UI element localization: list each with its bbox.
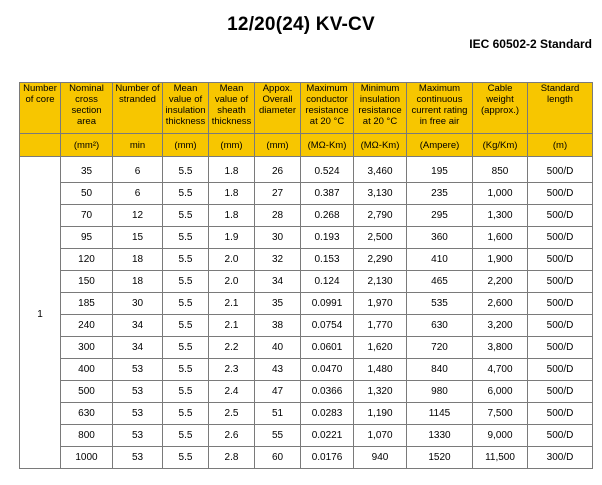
header-cross-section: Nominal cross section area	[61, 83, 113, 134]
table-cell: 2.4	[209, 381, 255, 403]
table-row	[20, 205, 593, 227]
table-cell: 360	[407, 227, 473, 249]
table-cell: 0.153	[301, 249, 354, 271]
table-cell: 5.5	[163, 249, 209, 271]
header-number-stranded: Number of stranded	[113, 83, 163, 134]
table-cell: 2.8	[209, 447, 255, 469]
table-cell: 2.3	[209, 359, 255, 381]
unit-number-of-core	[20, 134, 61, 157]
table-cell: 195	[407, 157, 473, 183]
table-cell: 2.0	[209, 249, 255, 271]
table-cell: 5.5	[163, 447, 209, 469]
core-count-cell: 1	[20, 157, 61, 469]
unit-current-rating: (Ampere)	[407, 134, 473, 157]
header-units-row	[20, 134, 593, 157]
table-cell: 235	[407, 183, 473, 205]
table-cell: 0.0366	[301, 381, 354, 403]
unit-conductor-resistance: (MΩ-Km)	[301, 134, 354, 157]
table-cell: 1,300	[473, 205, 528, 227]
header-current-rating: Maximum continuous current rating in free air	[407, 83, 473, 134]
header-insulation-thickness: Mean value of insulation thickness	[163, 83, 209, 134]
table-cell: 0.387	[301, 183, 354, 205]
table-row	[20, 249, 593, 271]
table-cell: 4,700	[473, 359, 528, 381]
table-cell: 500/D	[528, 381, 593, 403]
table-cell: 53	[113, 381, 163, 403]
table-row	[20, 157, 593, 183]
table-cell: 500/D	[528, 183, 593, 205]
table-cell: 1,070	[354, 425, 407, 447]
table-row	[20, 359, 593, 381]
table-cell: 185	[61, 293, 113, 315]
table-cell: 630	[407, 315, 473, 337]
table-cell: 34	[255, 271, 301, 293]
table-cell: 500/D	[528, 425, 593, 447]
table-cell: 12	[113, 205, 163, 227]
table-cell: 500/D	[528, 337, 593, 359]
table-cell: 1,000	[473, 183, 528, 205]
table-cell: 35	[61, 157, 113, 183]
table-cell: 5.5	[163, 271, 209, 293]
table-cell: 2.6	[209, 425, 255, 447]
table-cell: 240	[61, 315, 113, 337]
table-cell: 295	[407, 205, 473, 227]
unit-sheath-thickness: (mm)	[209, 134, 255, 157]
table-cell: 500/D	[528, 271, 593, 293]
table-cell: 0.0221	[301, 425, 354, 447]
table-cell: 840	[407, 359, 473, 381]
header-insulation-resistance: Minimum insulation resistance at 20 °C	[354, 83, 407, 134]
table-cell: 6	[113, 157, 163, 183]
header-standard-length: Standard length	[528, 83, 593, 134]
table-cell: 500/D	[528, 403, 593, 425]
table-cell: 5.5	[163, 157, 209, 183]
table-cell: 1,190	[354, 403, 407, 425]
unit-insulation-thickness: (mm)	[163, 134, 209, 157]
table-cell: 30	[113, 293, 163, 315]
table-cell: 0.0176	[301, 447, 354, 469]
table-cell: 980	[407, 381, 473, 403]
table-cell: 47	[255, 381, 301, 403]
table-cell: 34	[113, 337, 163, 359]
table-cell: 26	[255, 157, 301, 183]
table-cell: 940	[354, 447, 407, 469]
table-row	[20, 425, 593, 447]
table-cell: 32	[255, 249, 301, 271]
table-cell: 2,500	[354, 227, 407, 249]
table-cell: 1.8	[209, 183, 255, 205]
table-cell: 0.524	[301, 157, 354, 183]
table-row	[20, 337, 593, 359]
header-number-of-core: Number of core	[20, 83, 61, 134]
table-cell: 0.0991	[301, 293, 354, 315]
table-cell: 0.124	[301, 271, 354, 293]
table-cell: 2.0	[209, 271, 255, 293]
header-labels-row	[20, 83, 593, 134]
table-cell: 1520	[407, 447, 473, 469]
table-cell: 2.2	[209, 337, 255, 359]
table-cell: 28	[255, 205, 301, 227]
table-cell: 1,320	[354, 381, 407, 403]
table-cell: 51	[255, 403, 301, 425]
table-cell: 2.1	[209, 293, 255, 315]
table-row	[20, 381, 593, 403]
unit-insulation-resistance: (MΩ-Km)	[354, 134, 407, 157]
table-cell: 0.0601	[301, 337, 354, 359]
table-cell: 500/D	[528, 249, 593, 271]
table-cell: 5.5	[163, 293, 209, 315]
table-cell: 18	[113, 249, 163, 271]
table-cell: 7,500	[473, 403, 528, 425]
table-cell: 53	[113, 447, 163, 469]
table-cell: 9,000	[473, 425, 528, 447]
table-cell: 2,130	[354, 271, 407, 293]
table-row	[20, 403, 593, 425]
header-sheath-thickness: Mean value of sheath thickness	[209, 83, 255, 134]
header-overall-diameter: Appox. Overall diameter	[255, 83, 301, 134]
page-title: 12/20(24) KV-CV	[227, 14, 375, 35]
table-cell: 34	[113, 315, 163, 337]
table-cell: 5.5	[163, 425, 209, 447]
table-cell: 53	[113, 425, 163, 447]
table-cell: 2,600	[473, 293, 528, 315]
table-cell: 0.268	[301, 205, 354, 227]
table-cell: 1,900	[473, 249, 528, 271]
table-cell: 1,620	[354, 337, 407, 359]
header-conductor-resistance: Maximum conductor resistance at 20 °C	[301, 83, 354, 134]
table-row	[20, 183, 593, 205]
table-cell: 55	[255, 425, 301, 447]
table-cell: 150	[61, 271, 113, 293]
table-cell: 5.5	[163, 381, 209, 403]
unit-overall-diameter: (mm)	[255, 134, 301, 157]
table-cell: 120	[61, 249, 113, 271]
table-cell: 60	[255, 447, 301, 469]
table-cell: 3,200	[473, 315, 528, 337]
table-cell: 15	[113, 227, 163, 249]
table-cell: 2.5	[209, 403, 255, 425]
table-body	[20, 157, 593, 469]
table-cell: 1.8	[209, 205, 255, 227]
table-cell: 70	[61, 205, 113, 227]
table-cell: 0.193	[301, 227, 354, 249]
table-cell: 535	[407, 293, 473, 315]
table-cell: 850	[473, 157, 528, 183]
table-cell: 300	[61, 337, 113, 359]
table-cell: 720	[407, 337, 473, 359]
table-cell: 5.5	[163, 205, 209, 227]
table-cell: 2,200	[473, 271, 528, 293]
table-cell: 465	[407, 271, 473, 293]
table-cell: 53	[113, 403, 163, 425]
table-cell: 6	[113, 183, 163, 205]
table-cell: 2,290	[354, 249, 407, 271]
table-row	[20, 315, 593, 337]
table-cell: 1.8	[209, 157, 255, 183]
table-cell: 0.0754	[301, 315, 354, 337]
table-cell: 0.0470	[301, 359, 354, 381]
cable-spec-table	[19, 82, 593, 469]
table-cell: 400	[61, 359, 113, 381]
table-cell: 1145	[407, 403, 473, 425]
table-cell: 1,480	[354, 359, 407, 381]
table-cell: 5.5	[163, 315, 209, 337]
header-cable-weight: Cable weight (approx.)	[473, 83, 528, 134]
table-cell: 1000	[61, 447, 113, 469]
table-row	[20, 447, 593, 469]
table-cell: 500/D	[528, 227, 593, 249]
standard-label: IEC 60502-2 Standard	[469, 37, 592, 51]
unit-cable-weight: (Kg/Km)	[473, 134, 528, 157]
table-cell: 1330	[407, 425, 473, 447]
table-row	[20, 227, 593, 249]
table-cell: 30	[255, 227, 301, 249]
table-cell: 1,770	[354, 315, 407, 337]
unit-number-stranded: min	[113, 134, 163, 157]
table-cell: 5.5	[163, 227, 209, 249]
table-cell: 500	[61, 381, 113, 403]
table-cell: 3,130	[354, 183, 407, 205]
table-cell: 40	[255, 337, 301, 359]
table-cell: 38	[255, 315, 301, 337]
table-cell: 18	[113, 271, 163, 293]
table-cell: 5.5	[163, 183, 209, 205]
table-cell: 50	[61, 183, 113, 205]
table-cell: 500/D	[528, 359, 593, 381]
table-cell: 630	[61, 403, 113, 425]
table-cell: 1,600	[473, 227, 528, 249]
table-cell: 0.0283	[301, 403, 354, 425]
table-cell: 27	[255, 183, 301, 205]
table-cell: 500/D	[528, 293, 593, 315]
table-cell: 5.5	[163, 337, 209, 359]
table-cell: 6,000	[473, 381, 528, 403]
table-cell: 500/D	[528, 315, 593, 337]
table-cell: 410	[407, 249, 473, 271]
table-cell: 1.9	[209, 227, 255, 249]
table-cell: 11,500	[473, 447, 528, 469]
table-cell: 5.5	[163, 359, 209, 381]
table-cell: 500/D	[528, 157, 593, 183]
table-cell: 2.1	[209, 315, 255, 337]
table-cell: 3,800	[473, 337, 528, 359]
unit-cross-section: (mm²)	[61, 134, 113, 157]
table-cell: 53	[113, 359, 163, 381]
table-cell: 95	[61, 227, 113, 249]
table-row	[20, 271, 593, 293]
table-row	[20, 293, 593, 315]
table-cell: 800	[61, 425, 113, 447]
table-cell: 5.5	[163, 403, 209, 425]
table-cell: 2,790	[354, 205, 407, 227]
table-cell: 43	[255, 359, 301, 381]
table-cell: 300/D	[528, 447, 593, 469]
unit-standard-length: (m)	[528, 134, 593, 157]
table-cell: 35	[255, 293, 301, 315]
table-cell: 1,970	[354, 293, 407, 315]
table-cell: 500/D	[528, 205, 593, 227]
table-cell: 3,460	[354, 157, 407, 183]
